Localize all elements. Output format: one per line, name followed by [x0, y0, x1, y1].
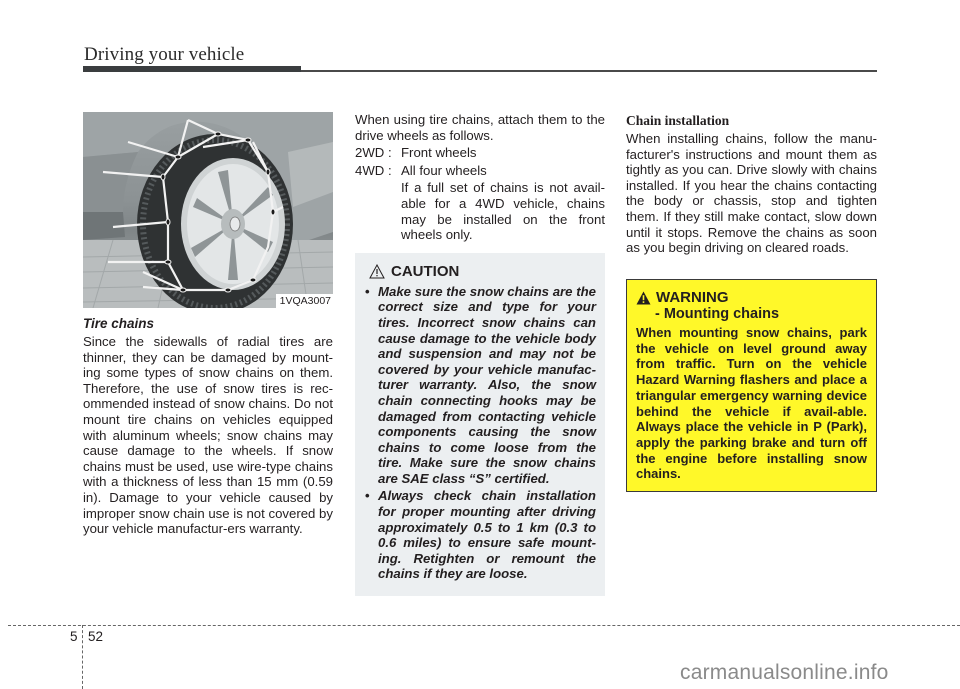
caution-bullet: [365, 488, 596, 582]
tire-chain-figure: [83, 112, 333, 308]
column-drive-wheels: [355, 112, 605, 596]
footer-rule: [8, 625, 960, 626]
column-chain-installation: [626, 112, 877, 256]
column-tire-chains: [83, 112, 333, 537]
figure-label: 1VQA3007: [276, 294, 333, 308]
caution-bullet: [365, 284, 596, 487]
tire-chains-paragraph: Since the sidewalls of radial tires are thinner, they can be damaged by mount-ing some types of snow chains on them. Therefore, the use of snow tires is rec-ommended instead of snow chains. Do not mount tire chains on vehicles equipped with aluminum wheels; snow chains may cause damage to the wheels. If snow chains must be used, use wire-type chains with a thickness of less than 15 mm (0.59 in). Damage to your vehicle caused by improper snow chain use is not covered by your vehicle manufactur-ers warranty.: [83, 334, 333, 537]
bullet-glyph: •: [365, 488, 370, 504]
caution-bullet-text: Always check chain installation for proper mounting after driving approximately 0.5 to 1 km (0.3 to 0.6 miles) to ensure safe mount-ing. Retighten or remount the chains if they are loose.: [378, 488, 596, 582]
4wd-note: If a full set of chains is not avail-able for a 4WD vehicle, chains may be installed on the front wheels only.: [401, 180, 605, 243]
header-rule: [301, 70, 877, 72]
bullet-glyph: •: [365, 283, 370, 299]
drive-row-4wd: [355, 163, 605, 179]
chapter-number: 5: [70, 629, 78, 644]
caution-bullet-text: Make sure the snow chains are the correct size and type for your tires. Incorrect snow chains can cause damage to the vehicle body and suspension and may not be covered by your vehicle manufac-turer warranty. Also, the snow chain connecting hooks may be damaged from contacting vehicle components causing the snow chains to come loose from the tire. Make sure the snow chains are SAE class “S” certified.: [378, 283, 596, 486]
warning-box: [626, 279, 877, 492]
header-accent-bar: [83, 66, 301, 72]
warning-header: [636, 289, 867, 306]
warning-body: When mounting snow chains, park the vehicle on level ground away from traffic. Turn on the vehicle Hazard Warning flashers and place a triangular emergency warning device behind the vehicle if avail-able. Always place the vehicle in P (Park), apply the parking brake and turn off the engine before installing snow chains.: [636, 325, 867, 482]
drive-row-2wd: [355, 145, 605, 161]
warning-subtitle: - Mounting chains: [655, 306, 780, 322]
footer-divider: [82, 625, 83, 689]
caution-header: [369, 263, 596, 281]
caution-triangle-icon: [369, 264, 385, 279]
drive-row-key: 4WD :: [355, 162, 392, 178]
warning-title: WARNING: [656, 289, 729, 306]
caution-bullets: [365, 284, 596, 582]
section-title-tire-chains: Tire chains: [83, 316, 155, 331]
drive-row-value: All four wheels: [401, 162, 487, 178]
caution-box: [355, 253, 605, 596]
caution-title: CAUTION: [391, 262, 460, 280]
warning-triangle-icon: [636, 291, 651, 305]
drive-row-value: Front wheels: [401, 145, 477, 161]
section-title-chain-installation: Chain installation: [626, 113, 730, 128]
watermark: carmanualsonline.info: [680, 661, 889, 684]
page-header-title: Driving your vehicle: [84, 44, 245, 65]
page-number: 52: [88, 629, 104, 644]
drive-wheels-intro: When using tire chains, attach them to the drive wheels as follows.: [355, 112, 605, 143]
chain-installation-paragraph: When installing chains, follow the manu-facturer's instructions and mount them as tightly as you can. Drive slowly with chains installed. If you hear the chains contacting the body or chassis, stop and tighten them. If they still make contact, slow down until it stops. Remove the chains as soon as you begin driving on cleared roads.: [626, 131, 877, 256]
drive-row-key: 2WD :: [355, 145, 392, 161]
tire-with-snow-chain-icon: [83, 112, 333, 308]
